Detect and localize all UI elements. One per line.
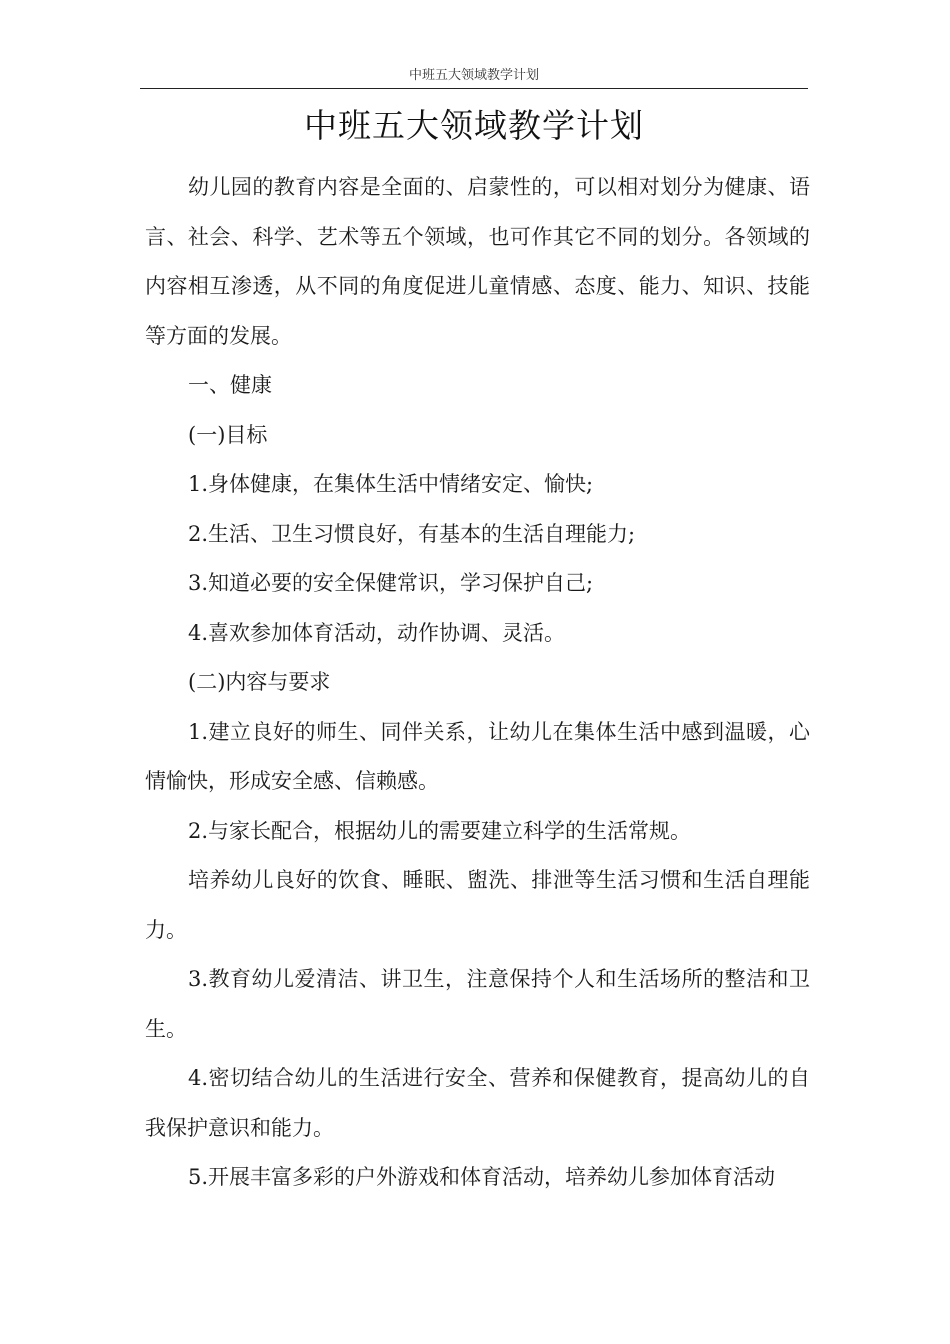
- goal-item: 4.喜欢参加体育活动，动作协调、灵活。: [188, 620, 566, 645]
- requirement-item: 4.密切结合幼儿的生活进行安全、营养和保健教育，提高幼儿的自我保护意识和能力。: [145, 1066, 810, 1140]
- requirement-item: 1.建立良好的师生、同伴关系，让幼儿在集体生活中感到温暖，心情愉快，形成安全感、信赖感。: [145, 719, 810, 793]
- intro-paragraph: 幼儿园的教育内容是全面的、启蒙性的，可以相对划分为健康、语言、社会、科学、艺术等五个领域，也可作其它不同的划分。各领域的内容相互渗透，从不同的角度促进儿童情感、态度、能力、知识、技能等方面的发展。: [145, 175, 810, 348]
- section-heading-health: 一、健康: [188, 373, 272, 397]
- document-body: [145, 163, 810, 1203]
- requirement-item: 2.与家长配合，根据幼儿的需要建立科学的生活常规。: [188, 818, 692, 843]
- subheading-goals: (一)目标: [188, 422, 268, 447]
- goal-item: 3.知道必要的安全保健常识，学习保护自己;: [188, 571, 594, 595]
- header-divider: [140, 88, 808, 89]
- requirement-item: 5.开展丰富多彩的户外游戏和体育活动，培养幼儿参加体育活动: [188, 1165, 776, 1189]
- document-title: 中班五大领域教学计划: [304, 106, 644, 145]
- subheading-content-requirements: (二)内容与要求: [188, 670, 331, 694]
- requirement-paragraph: 培养幼儿良好的饮食、睡眠、盥洗、排泄等生活习惯和生活自理能力。: [145, 868, 810, 942]
- goal-item: 2.生活、卫生习惯良好，有基本的生活自理能力;: [188, 521, 636, 546]
- goal-item: 1.身体健康，在集体生活中情绪安定、愉快;: [188, 472, 594, 496]
- requirement-item: 3.教育幼儿爱清洁、讲卫生，注意保持个人和生活场所的整洁和卫生。: [145, 967, 810, 1041]
- running-header: 中班五大领域教学计划: [408, 68, 539, 83]
